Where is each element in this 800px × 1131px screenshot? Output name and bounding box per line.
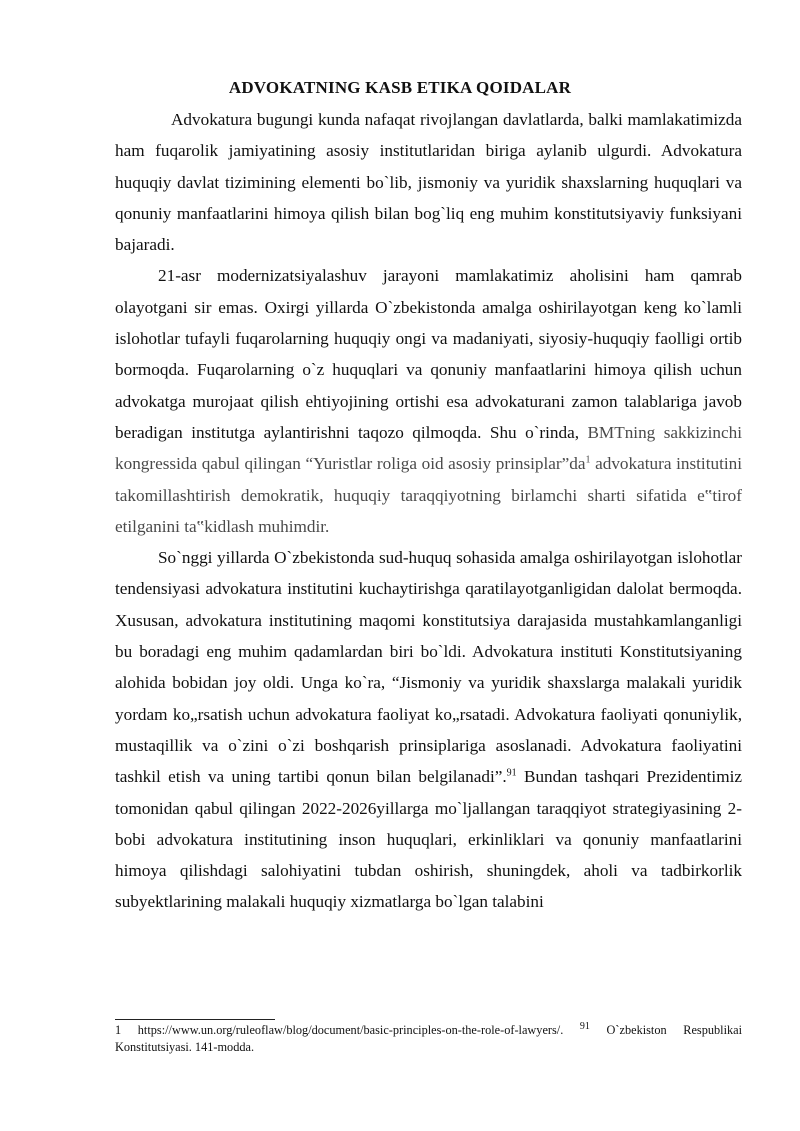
- un-principles-quote: BMTning sakkizinchi kongressida qabul qilingan “Yuristlar roliga oid asosiy prinsiplar”da: [115, 422, 742, 474]
- document-body: [115, 104, 742, 918]
- paragraph-2-text: 21-asr modernizatsiyalashuv jarayoni mamlakatimiz aholisini ham qamrab olayotgani sir emas. Oxirgi yillarda O`zbekistonda amalga oshirilayotgan keng ko`lamli islohotlar tufayli fuqarolarning huquqiy ongi va madaniyati, siyosiy-huquqiy faolligi ortib bormoqda. Fuqarolarning o`z huquqlari va qonuniy manfaatlarini himoya qilish uchun advokatga murojaat qilish ehtiyojining ortishi esa advokaturani zamon talablariga javob beradigan institutga aylantirishni taqozo qilmoqda. Shu o`rinda,: [115, 266, 742, 442]
- footnote-marker-91: 91: [579, 1020, 590, 1032]
- footnote: [115, 1022, 742, 1056]
- footnote-ref-91: 91: [506, 767, 517, 779]
- footnote-divider: [115, 1019, 275, 1020]
- footnote-url: 1 https://www.un.org/ruleoflaw/blog/document/basic-principles-on-the-role-of-lawyers/.: [115, 1023, 580, 1037]
- paragraph-3-continuation: Bundan tashqari Prezidentimiz tomonidan qabul qilingan 2022-2026yillarga mo`ljallangan taraqqiyot strategiyasining 2-bobi advokatura institutining inson huquqlari, erkinliklari va qonuniy manfaatlarini himoya qilishdagi salohiyatini tubdan oshirish, shuningdek, aholi va tadbirkorlik subyektlarining malakali huquqiy xizmatlarga bo`lgan talabini: [115, 767, 742, 912]
- paragraph-1: Advokatura bugungi kunda nafaqat rivojlangan davlatlarda, balki mamlakatimizda ham fuqarolik jamiyatining asosiy institutlaridan biriga aylanib ulgurdi. Advokatura huquqiy davlat tizimining elementi bo`lib, jismoniy va yuridik shaxslarning huquqlari va qonuniy manfaatlarini himoya qilish bilan bog`liq eng muhim konstitutsiyaviy funksiyani bajaradi.: [115, 110, 742, 255]
- paragraph-3: [115, 542, 742, 918]
- paragraph-2: [115, 260, 742, 542]
- paragraph-3-text: So`nggi yillarda O`zbekistonda sud-huquq sohasida amalga oshirilayotgan islohotlar tendensiyasi advokatura institutini kuchaytirishga qaratilayotganligidan dalolat bermoqda. Xususan, advokatura institutining maqomi konstitutsiya darajasida mustahkamlanganligi bu boradagi eng muhim qadamlardan biri bo`ldi. Advokatura instituti Konstitutsiyaning alohida bobidan joy oldi. Unga ko`ra, “Jismoniy va yuridik shaxslarga malakali yuridik yordam ko„rsatish uchun advokatura faoliyat ko„rsatadi. Advokatura faoliyati qonuniylik, mustaqillik va o`zini o`zi boshqarish prinsiplariga asoslanadi. Advokatura faoliyatini tashkil etish va uning tartibi qonun bilan belgilanadi”.: [115, 548, 742, 787]
- paragraph-2-continuation: advokatura institutini takomillashtirish demokratik, huquqiy taraqqiyotning birlamchi sharti sifatida e‟tirof etilganini ta‟kidlash muhimdir.: [115, 454, 742, 536]
- page-title: ADVOKATNING KASB ETIKA QOIDALAR: [228, 78, 572, 97]
- footnote-constitution: O`zbekiston Respublikai Konstitutsiyasi. 141-modda.: [115, 1023, 743, 1054]
- footnote-ref-1: 1: [585, 454, 591, 466]
